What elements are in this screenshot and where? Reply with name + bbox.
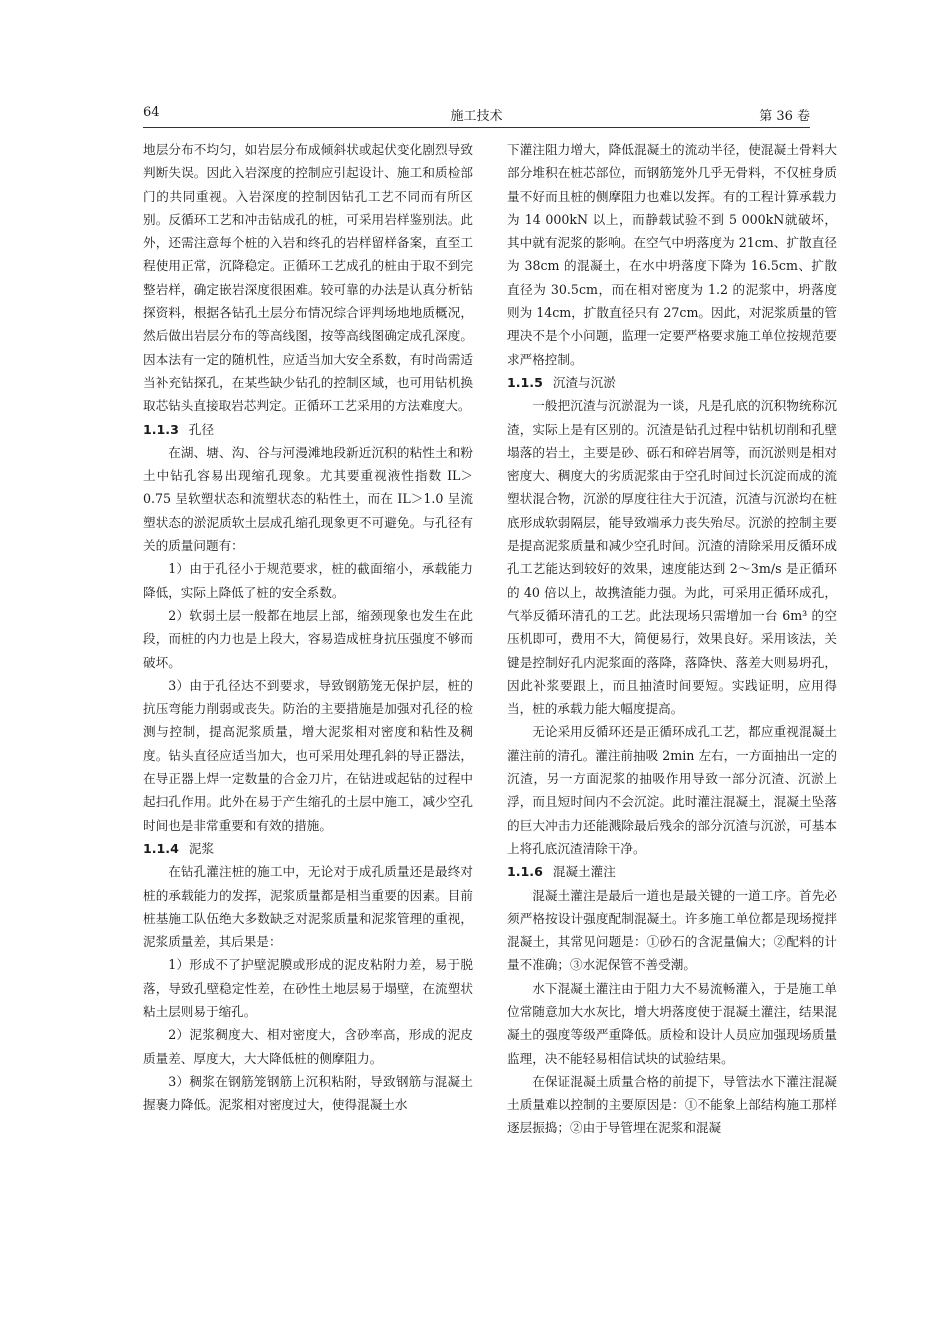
left-column [143,138,473,1258]
paragraph: 无论采用反循环还是正循环成孔工艺，都应重视混凝土灌注前的清孔。灌注前抽吸 2min 左右，一方面抽出一定的沉渣，另一方面泥浆的抽吸作用导致一部分沉渣、沉淤上浮，而且短时间内不会沉淀。此时灌注混凝土，混凝土坠落的巨大冲击力还能溅除最后残余的部分沉渣与沉淤，可基本上将孔底沉渣清除干净。 [507,724,837,856]
page-header [143,105,810,127]
page-number: 64 [143,105,160,120]
section-title: 孔径 [188,421,215,437]
list-item: 2）软弱土层一般都在地层上部，缩颈现象也发生在此段，而桩的内力也是上段大，容易造成桩身抗压强度不够而破坏。 [143,607,473,670]
paragraph: 混凝土灌注是最后一道也是最关键的一道工序。首先必须严格按设计强度配制混凝土。许多施工单位都是现场搅拌混凝土，其常见问题是：①砂石的含泥量偏大；②配料的计量不准确；③水泥保管不善受潮。 [507,887,837,973]
section-title: 泥浆 [188,840,215,856]
list-item: 1）形成不了护壁泥膜或形成的泥皮粘附力差，易于脱落，导致孔壁稳定性差，在砂性土地层易于塌壁，在流塑状粘土层则易于缩孔。 [143,957,473,1019]
paragraph: 下灌注阻力增大，降低混凝土的流动半径，使混凝土骨料大部分堆积在桩芯部位，而钢筋笼外几乎无骨料，不仅桩身质量不好而且桩的侧摩阻力也难以发挥。有的工程计算承载力为 14 000kN 以上，而静载试验不到 5 000kN就破坏，其中就有泥浆的影响。在空气中坍落度为 21cm、扩散直径为 38cm 的混凝土，在水中坍落度下降为 16.5cm、扩散直径为 30.5cm，而在相对密度为 1.2 的泥浆中，坍落度则为 14cm，扩散直径只有 27cm。因此，对泥浆质量的管理决不是个小问题，监理一定要严格要求施工单位按规范要求严格控制。 [507,142,837,367]
right-column [507,138,837,1258]
section-number: 1.1.5 [507,374,543,390]
section-heading-1-1-3 [143,418,473,441]
section-title: 混凝土灌注 [552,864,616,880]
list-item: 2）泥浆稠度大、相对密度大，含砂率高，形成的泥皮质量差、厚度大，大大降低桩的侧摩阻力。 [143,1027,473,1066]
section-number: 1.1.3 [143,421,179,437]
paragraph: 在湖、塘、沟、谷与河漫滩地段新近沉积的粘性土和粉土中钻孔容易出现缩孔现象。尤其要重视液性指数 IL＞0.75 呈软塑状态和流塑状态的粘性土，而在 IL＞1.0 呈流塑状态的淤泥质软土层成孔缩孔现象更不可避免。与孔径有关的质量问题有： [143,444,473,554]
paragraph: 在保证混凝土质量合格的前提下，导管法水下灌注混凝土质量难以控制的主要原因是：①不能象上部结构施工那样逐层振捣；②由于导管埋在泥浆和混凝 [507,1073,837,1136]
list-item: 3）稠浆在钢筋笼钢筋上沉积粘附，导致钢筋与混凝土握裹力降低。泥浆相对密度过大，使得混凝土水 [143,1073,473,1113]
section-heading-1-1-5 [507,371,837,394]
journal-name: 施工技术 [450,109,503,124]
header-rule [143,127,810,128]
paragraph: 在钻孔灌注桩的施工中，无论对于成孔质量还是最终对桩的承载能力的发挥，泥浆质量都是相当重要的因素。目前桩基施工队伍绝大多数缺乏对泥浆质量和泥浆管理的重视，泥浆质量差，其后果是： [143,864,473,950]
paragraph: 地层分布不均匀，如岩层分布成倾斜状或起伏变化剧烈导致判断失误。因此入岩深度的控制应引起设计、施工和质检部门的共同重视。入岩深度的控制因钻孔工艺不同而有所区别。反循环工艺和冲击钻成孔的桩，可采用岩样鉴别法。此外，还需注意每个桩的入岩和终孔的岩样留样备案，直至工程使用正常，沉降稳定。正循环工艺成孔的桩由于取不到完整岩样，确定嵌岩深度很困难。较可靠的办法是认真分析钻探资料，根据各钻孔土层分布情况综合评判场地地质概况，然后做出岩层分布的等高线图，按等高线图确定成孔深度。因本法有一定的随机性，应适当加大安全系数，有时尚需适当补充钻探孔，在某些缺少钻孔的控制区域，也可用钻机换取芯钻头直接取岩芯判定。正循环工艺采用的方法难度大。 [143,142,473,414]
list-item: 3）由于孔径达不到要求，导致钢筋笼无保护层，桩的抗压弯能力削弱或丧失。防治的主要措施是加强对孔径的检测与控制，提高泥浆质量，增大泥浆相对密度和粘性及稠度。钻头直径应适当加大，也可采用处理孔斜的导正器法，在导正器上焊一定数量的合金刀片，在钻进或起钻的过程中起扫孔作用。此外在易于产生缩孔的土层中施工，减少空孔时间也是非常重要和有效的措施。 [143,677,473,833]
section-heading-1-1-4 [143,837,473,860]
section-heading-1-1-6 [507,860,837,883]
paragraph: 水下混凝土灌注由于阻力大不易流畅灌入，于是施工单位常随意加大水灰比，增大坍落度使于混凝土灌注，结果混凝土的强度等级严重降低。质检和设计人员应加强现场质量监理，决不能轻易相信试块的试验结果。 [507,980,837,1066]
list-item: 1）由于孔径小于规范要求，桩的截面缩小，承载能力降低，实际上降低了桩的安全系数。 [143,561,473,600]
section-number: 1.1.4 [143,840,179,856]
section-number: 1.1.6 [507,864,543,880]
section-title: 沉渣与沉淤 [552,374,616,390]
volume-label: 第 36 卷 [759,109,810,124]
paragraph: 一般把沉渣与沉淤混为一谈，凡是孔底的沉积物统称沉渣，实际上是有区别的。沉渣是钻孔过程中钻机切削和孔壁塌落的岩土，主要是砂、砾石和碎岩屑等，而沉淤则是相对密度大、稠度大的劣质泥浆由于空孔时间过长沉淀而成的流塑状混合物，沉淤的厚度往往大于沉渣，沉渣与沉淤均在桩底形成软弱隔层，能导致端承力丧失殆尽。沉淤的控制主要是提高泥浆质量和减少空孔时间。沉渣的清除采用反循环成孔工艺能达到较好的效果，速度能达到 2～3m/s 是正循环的 40 倍以上，故携渣能力强。为此，可采用正循环成孔，气举反循环清孔的工艺。此法现场只需增加一台 6m³ 的空压机即可，费用不大，简便易行，效果良好。采用该法，关键是控制好孔内泥浆面的落降，落降快、落差大则易坍孔，因此补浆要跟上，而且抽渣时间要短。实践证明，应用得当，桩的承载力能大幅度提高。 [507,398,837,717]
